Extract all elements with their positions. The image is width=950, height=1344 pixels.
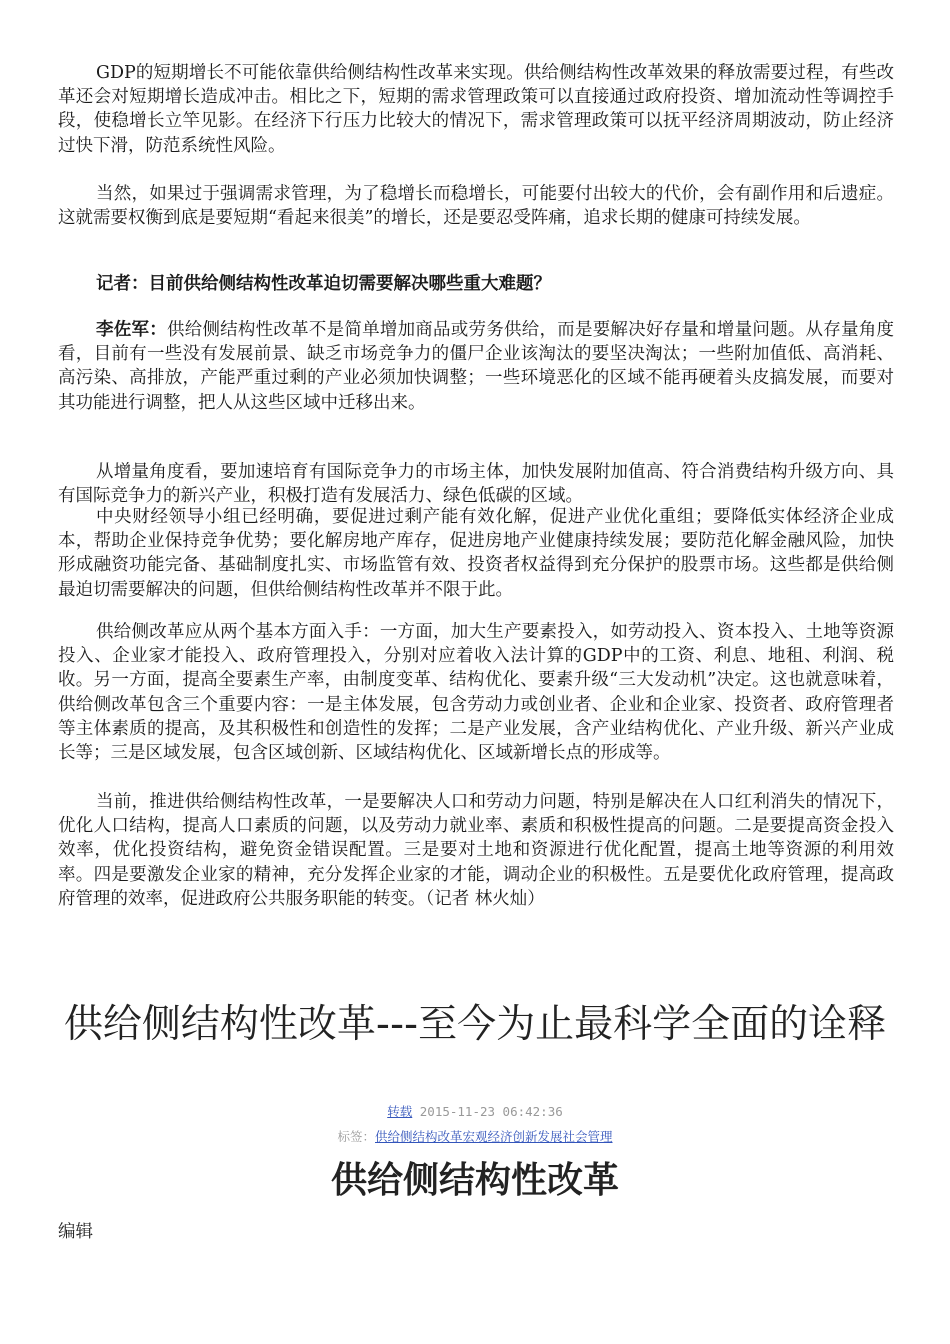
post-title: 供给侧结构性改革---至今为止最科学全面的诠释 <box>63 1002 887 1047</box>
post-tags <box>0 1127 950 1145</box>
tags-link[interactable]: 供给侧结构改革宏观经济创新发展社会管理 <box>375 1129 613 1144</box>
section-title: 供给侧结构性改革 <box>330 1160 619 1201</box>
paragraph-demand-management: 当然，如果过于强调需求管理，为了稳增长而稳增长，可能要付出较大的代价，会有副作用和后遗症。这就需要权衡到底是要短期“看起来很美”的增长，还是要忍受阵痛，追求长期的健康可持续发展。 <box>58 184 894 229</box>
interview-answer <box>58 318 894 415</box>
repost-link[interactable]: 转载 <box>387 1104 413 1119</box>
answer-speaker: 李佐军： <box>96 320 167 340</box>
answer-text: 供给侧结构性改革不是简单增加商品或劳务供给，而是要解决好存量和增量问题。从存量角度看，目前有一些没有发展前景、缺乏市场竞争力的僵尸企业该淘汰的要坚决淘汰；一些附加值低、高消耗、高污染、高排放，产能严重过剩的产业必须加快调整；一些环境恶化的区域不能再硬着头皮搞发展，而要对其功能进行调整，把人从这些区域中迁移出来。 <box>58 320 895 413</box>
post-datetime: 2015-11-23 06:42:36 <box>419 1104 563 1119</box>
paragraph-two-aspects: 供给侧改革应从两个基本方面入手：一方面，加大生产要素投入，如劳动投入、资本投入、土地等资源投入、企业家才能投入、政府管理投入，分别对应着收入法计算的GDP中的工资、利息、地租、利润、税收。另一方面，提高全要素生产率，由制度变革、结构优化、要素升级“三大发动机”决定。这也就意味着，供给侧改革包含三个重要内容：一是主体发展，包含劳动力或创业者、企业和企业家、投资者、政府管理者等主体素质的提高，及其积极性和创造性的发挥；二是产业发展，含产业结构优化、产业升级、新兴产业成长等；三是区域发展，包含区域创新、区域结构优化、区域新增长点的形成等。 <box>58 622 894 764</box>
edit-link[interactable]: 编辑 <box>58 1222 93 1242</box>
interview-question: 记者：目前供给侧结构性改革迫切需要解决哪些重大难题？ <box>96 274 551 294</box>
paragraph-increment: 从增量角度看，要加速培育有国际竞争力的市场主体，加快发展附加值高、符合消费结构升级方向、具有国际竞争力的新兴产业，积极打造有发展活力、绿色低碳的区域。 <box>58 462 894 507</box>
post-meta <box>0 1102 950 1120</box>
paragraph-current-priorities: 当前，推进供给侧结构性改革，一是要解决人口和劳动力问题，特别是解决在人口红利消失的情况下，优化人口结构，提高人口素质的问题，以及劳动力就业率、素质和积极性提高的问题。二是要提高资金投入效率，优化投资结构，避免资金错误配置。三是要对土地和资源进行优化配置，提高土地等资源的利用效率。四是要激发企业家的精神，充分发挥企业家的才能，调动企业的积极性。五是要优化政府管理，提高政府管理的效率，促进政府公共服务职能的转变。（记者 林火灿） <box>58 792 894 909</box>
tags-label: 标签： <box>337 1129 375 1144</box>
paragraph-central-finance: 中央财经领导小组已经明确，要促进过剩产能有效化解，促进产业优化重组；要降低实体经济企业成本，帮助企业保持竞争优势；要化解房地产库存，促进房地产业健康持续发展；要防范化解金融风险，加快形成融资功能完备、基础制度扎实、市场监管有效、投资者权益得到充分保护的股票市场。这些都是供给侧最迫切需要解决的问题，但供给侧结构性改革并不限于此。 <box>58 507 894 600</box>
paragraph-gdp-short-term: GDP的短期增长不可能依靠供给侧结构性改革来实现。供给侧结构性改革效果的释放需要过程，有些改革还会对短期增长造成冲击。相比之下，短期的需求管理政策可以直接通过政府投资、增加流动性等调控手段，使稳增长立竿见影。在经济下行压力比较大的情况下，需求管理政策可以抚平经济周期波动，防止经济过快下滑，防范系统性风险。 <box>58 63 894 156</box>
